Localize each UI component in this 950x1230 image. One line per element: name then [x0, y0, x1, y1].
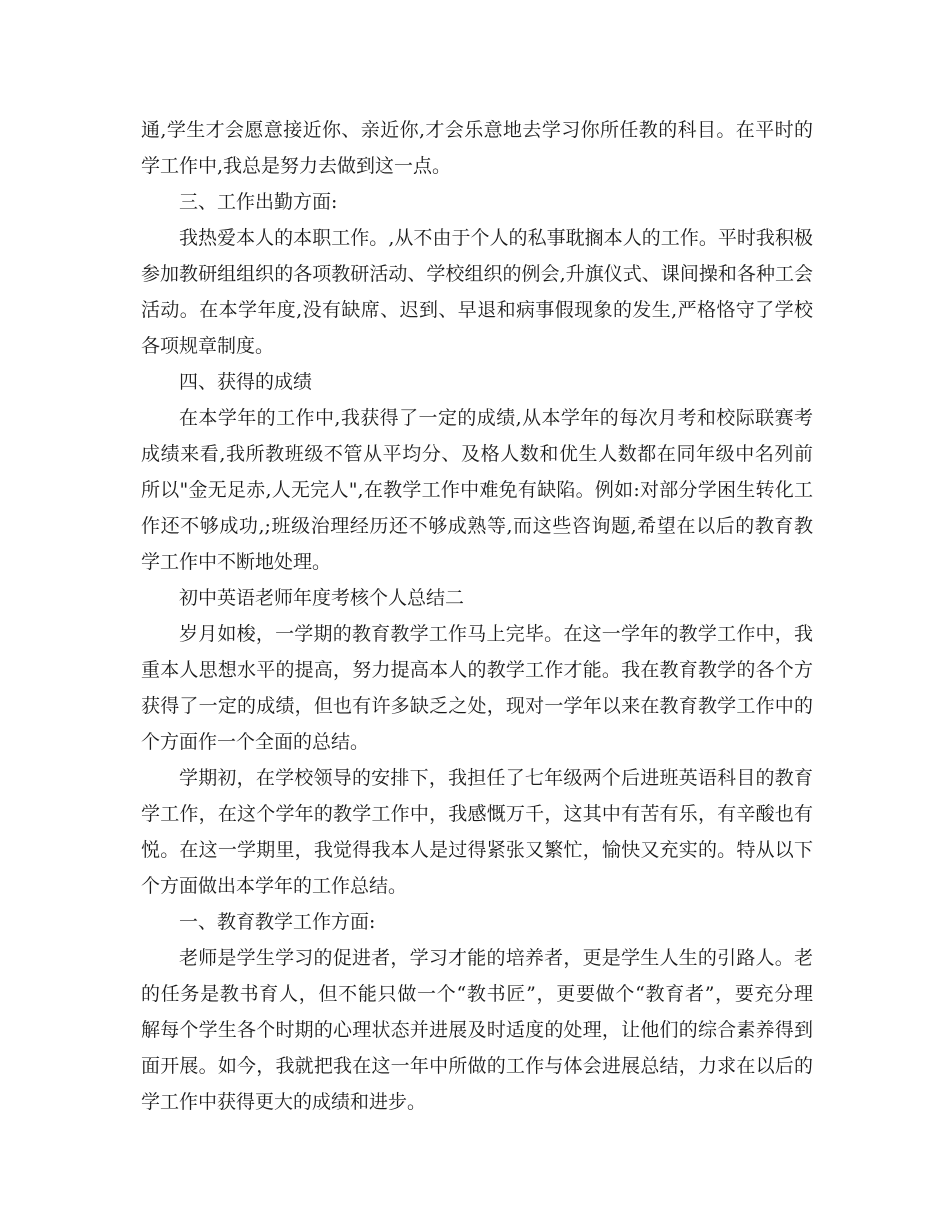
- text-line: 岁月如梭，一学期的教育教学工作马上完毕。在这一学年的教学工作中，我: [179, 623, 813, 645]
- text-line: 作还不够成功,;班级治理经历还不够成熟等,而这些咨询题,希望在以后的教育教: [141, 515, 813, 537]
- text-line: 活动。在本学年度,没有缺席、迟到、早退和病事假现象的发生,严格恪守了学校: [141, 299, 813, 321]
- text-line: 悦。在这一学期里，我觉得我本人是过得紧张又繁忙，愉快又充实的。特从以下: [141, 839, 813, 861]
- text-line: 学期初，在学校领导的安排下，我担任了七年级两个后进班英语科目的教育: [179, 767, 813, 789]
- document-body: [141, 112, 813, 1120]
- text-line: 学工作中不断地处理。: [141, 551, 332, 573]
- text-line: 各项规章制度。: [141, 335, 275, 357]
- text-line: 获得了一定的成绩，但也有许多缺乏之处，现对一学年以来在教育教学工作中的: [141, 695, 813, 717]
- text-line: 成绩来看,我所教班级不管从平均分、及格人数和优生人数都在同年级中名列前: [141, 443, 813, 465]
- text-line: 参加教研组组织的各项教研活动、学校组织的例会,升旗仪式、课间操和各种工会: [141, 263, 813, 285]
- text-line: 所以"金无足赤,人无完人",在教学工作中难免有缺陷。例如:对部分学困生转化工: [141, 479, 813, 501]
- text-line: 四、获得的成绩: [179, 371, 313, 393]
- text-line: 面开展。如今，我就把我在这一年中所做的工作与体会进展总结，力求在以后的: [141, 1055, 813, 1077]
- text-line: 个方面作一个全面的总结。: [141, 731, 370, 753]
- text-line: 通,学生才会愿意接近你、亲近你,才会乐意地去学习你所任教的科目。在平时的: [141, 119, 813, 141]
- text-line: 一、教育教学工作方面:: [179, 911, 376, 933]
- text-line: 解每个学生各个时期的心理状态并进展及时适度的处理，让他们的综合素养得到: [141, 1019, 813, 1041]
- text-line: 老师是学生学习的促进者，学习才能的培养者，更是学生人生的引路人。老: [179, 947, 813, 969]
- text-line: 在本学年的工作中,我获得了一定的成绩,从本学年的每次月考和校际联赛考: [179, 407, 813, 429]
- text-line: 学工作中,我总是努力去做到这一点。: [141, 155, 452, 177]
- text-line: 三、工作出勤方面:: [179, 191, 338, 213]
- text-line: 的任务是教书育人，但不能只做一个“教书匠”，更要做个“教育者”，要充分理: [141, 983, 813, 1005]
- text-line: 我热爱本人的本职工作。,从不由于个人的私事耽搁本人的工作。平时我积极: [179, 227, 813, 249]
- text-line: 个方面做出本学年的工作总结。: [141, 875, 408, 897]
- text-line: 学工作，在这个学年的教学工作中，我感慨万千，这其中有苦有乐，有辛酸也有: [141, 803, 813, 825]
- text-line: 初中英语老师年度考核个人总结二: [179, 587, 465, 609]
- text-line: 重本人思想水平的提高，努力提高本人的教学工作才能。我在教育教学的各个方: [141, 659, 813, 681]
- text-line: 学工作中获得更大的成绩和进步。: [141, 1091, 427, 1113]
